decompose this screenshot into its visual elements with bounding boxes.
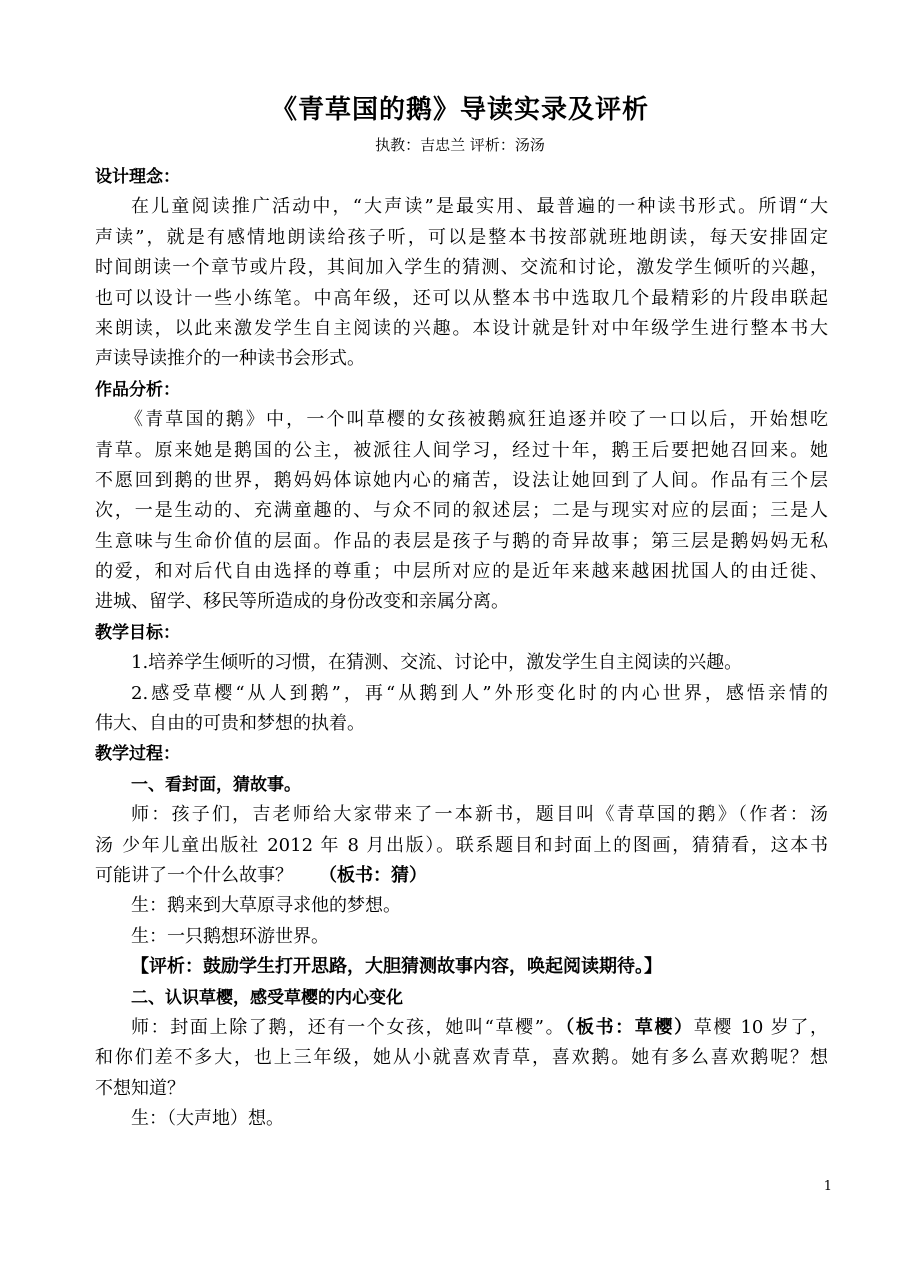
dialogue-line: 师：孩子们，吉老师给大家带来了一本新书，题目叫《青草国的鹅》（作者：汤 (131, 804, 828, 826)
document-title: 《青草国的鹅》导读实录及评析 (270, 95, 649, 125)
comment-note: 【评析：鼓励学生打开思路，大胆猜测故事内容，唤起阅读期待。】 (131, 956, 662, 978)
paragraph-line: 不愿回到鹅的世界，鹅妈妈体谅她内心的痛苦，设法让她回到了人间。作品有三个层 (95, 469, 828, 491)
dialogue-line: 汤 少年儿童出版社 2012 年 8 月出版）。联系题目和封面上的图画，猜猜看，这本书 (95, 834, 828, 856)
paragraph-line: 次，一是生动的、充满童趣的、与众不同的叙述层；二是与现实对应的层面；三是人 (95, 500, 828, 522)
paragraph-line: 在儿童阅读推广活动中，“大声读”是最实用、最普遍的一种读书形式。所谓“大 (131, 196, 828, 218)
paragraph-line: 进城、留学、移民等所造成的身份改变和亲属分离。 (95, 591, 509, 613)
section-heading-analysis: 作品分析： (95, 379, 180, 400)
dialogue-text: 可能讲了一个什么故事？ (95, 864, 293, 886)
section-heading-design: 设计理念： (95, 167, 180, 187)
byline: 执教：吉忠兰 评析：汤汤 (375, 136, 545, 154)
section-heading-process: 教学过程： (95, 744, 180, 765)
dialogue-line: 不想知道？ (95, 1077, 185, 1099)
dialogue-line: 和你们差不多大，也上三年级，她从小就喜欢青草，喜欢鹅。她有多么喜欢鹅呢？想 (95, 1047, 828, 1069)
section-heading-goals: 教学目标： (95, 622, 180, 643)
dialogue-line (95, 861, 828, 891)
goal-item: 2.感受草樱“从人到鹅”，再“从鹅到人”外形变化时的内心世界，感悟亲情的 (131, 682, 828, 704)
paragraph-line: 也可以设计一些小练笔。中高年级，还可以从整本书中选取几个最精彩的片段串联起 (95, 287, 828, 309)
paragraph-line: 生意味与生命价值的层面。作品的表层是孩子与鹅的奇异故事；第三层是鹅妈妈无私 (95, 530, 828, 552)
document-body (95, 162, 828, 1135)
board-note: （板书：草樱） (565, 1016, 694, 1038)
paragraph-line: 来朗读，以此来激发学生自主阅读的兴趣。本设计就是针对中年级学生进行整本书大 (95, 317, 828, 339)
page-number: 1 (823, 1179, 832, 1194)
goal-item: 1.培养学生倾听的习惯，在猜测、交流、讨论中，激发学生自主阅读的兴趣。 (131, 652, 743, 674)
goal-item-continued: 伟大、自由的可贵和梦想的执着。 (95, 713, 365, 735)
dialogue-text: 草樱 10 岁了， (693, 1016, 828, 1038)
paragraph-line: 声读导读推介的一种读书会形式。 (95, 348, 365, 370)
step-heading-cover: 一、看封面，猜故事。 (131, 774, 301, 795)
dialogue-text: 师：封面上除了鹅，还有一个女孩，她叫“草樱”。 (131, 1016, 566, 1038)
paragraph-line: 时间朗读一个章节或片段，其间加入学生的猜测、交流和讨论，激发学生倾听的兴趣， (95, 257, 828, 279)
dialogue-line (95, 1013, 828, 1043)
paragraph-line: 青草。原来她是鹅国的公主，被派往人间学习，经过十年，鹅王后要把她召回来。她 (95, 439, 828, 461)
paragraph-line: 声读”，就是有感情地朗读给孩子听，可以是整本书按部就班地朗读，每天安排固定 (95, 226, 828, 248)
student-answer: 生：（大声地）想。 (131, 1108, 284, 1130)
paragraph-line: 的爱，和对后代自由选择的尊重；中层所对应的是近年来越来越困扰国人的由迁徙、 (95, 561, 828, 583)
step-heading-caoying: 二、认识草樱，感受草樱的内心变化 (131, 987, 403, 1008)
board-note: （板书：猜） (319, 864, 427, 886)
student-answer: 生：鹅来到大草原寻求他的梦想。 (131, 895, 401, 917)
paragraph-line: 《青草国的鹅》中，一个叫草樱的女孩被鹅疯狂追逐并咬了一口以后，开始想吃 (125, 409, 828, 431)
student-answer: 生：一只鹅想环游世界。 (131, 925, 329, 947)
